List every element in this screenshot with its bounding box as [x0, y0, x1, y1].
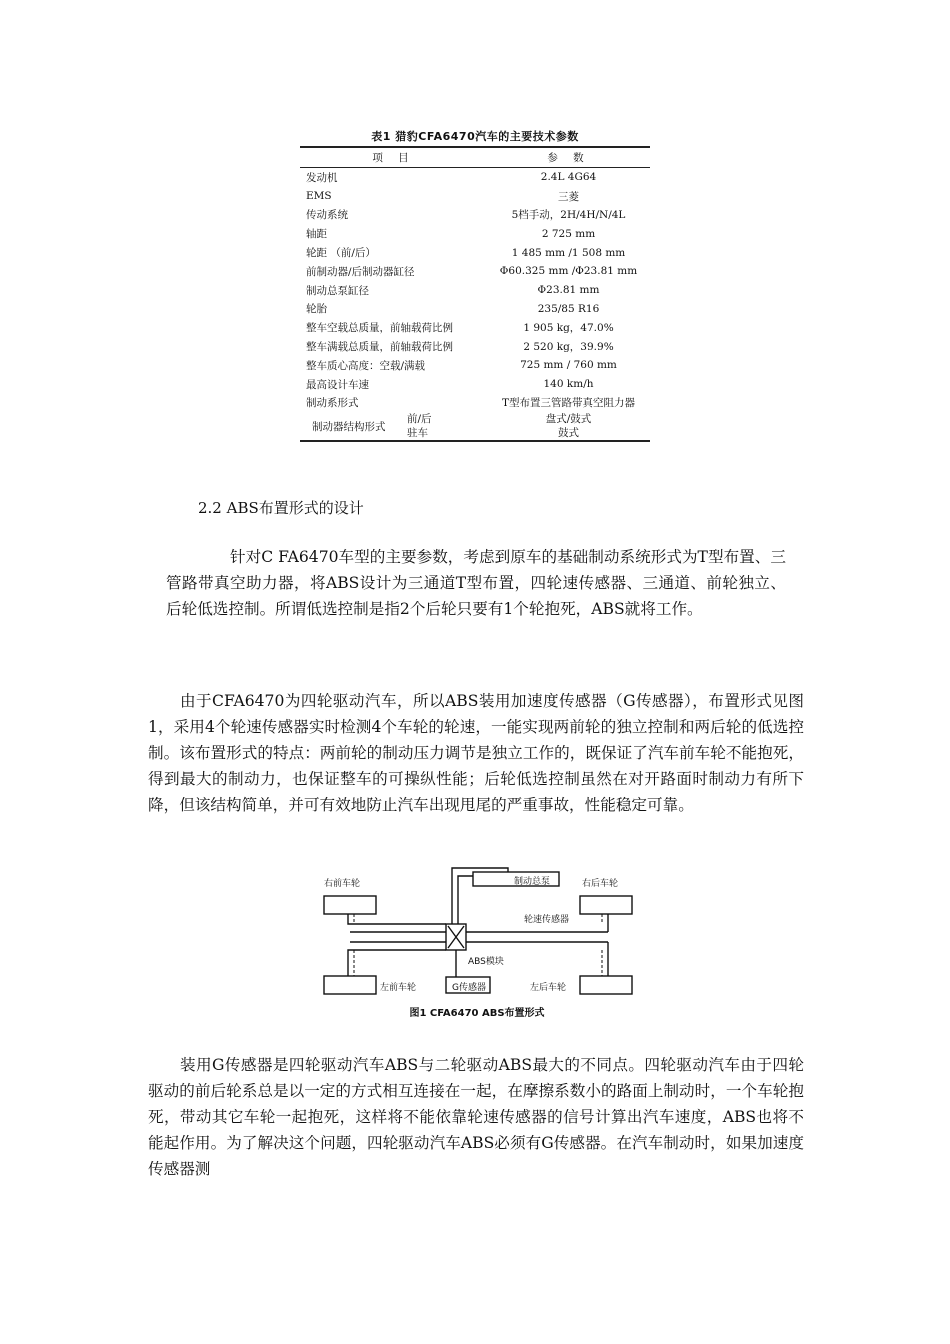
label-abs-module: ABS模块 [468, 957, 504, 967]
table-cell-item: 整车满载总质量，前轴载荷比例 [306, 341, 453, 354]
header-value: 参 数 [487, 147, 650, 168]
table-row [300, 206, 650, 225]
table-row [300, 412, 650, 441]
table-caption: 表1 猎豹CFA6470汽车的主要技术参数 [371, 130, 579, 143]
table-row [300, 356, 650, 375]
table-cell-value: 1 485 mm /1 508 mm [511, 246, 626, 259]
table-row [300, 281, 650, 300]
table-cell-item: 制动总泵缸径 [306, 284, 369, 297]
table-row [300, 394, 650, 413]
figure-caption: 图1 CFA6470 ABS布置形式 [409, 1008, 545, 1019]
table-cell-value: 2 520 kg，39.9% [523, 341, 614, 354]
paragraph: 由于CFA6470为四轮驱动汽车，所以ABS装用加速度传感器（G传感器），布置形式见图1，采用4个轮速传感器实时检测4个车轮的轮速，一能实现两前轮的独立控制和两后轮的低选控制。该布置形式的特点：两前轮的制动压力调节是独立工作的，既保证了汽车前车轮不能抱死，得到最大的制动力，也保证整车的可操纵性能；后轮低选控制虽然在对开路面时制动力有所下降，但该结构简单，并可有效地防止汽车出现甩尾的严重事故，性能稳定可靠。 [148, 692, 804, 814]
table-row [300, 262, 650, 281]
table-cell-value: 235/85 R16 [537, 302, 600, 315]
label-right-front-wheel: 右前车轮 [324, 879, 361, 889]
left-rear-wheel-shape [580, 976, 632, 994]
table-row [300, 300, 650, 319]
left-front-wheel-shape [324, 976, 376, 994]
label-wheel-speed-sensor: 轮速传感器 [524, 915, 570, 925]
table-cell-value: 725 mm / 760 mm [520, 359, 617, 372]
header-item: 项 目 [300, 147, 487, 168]
table-cell-item: 前制动器/后制动器缸径 [306, 265, 415, 278]
brake-sub-front-rear: 前/后 [407, 413, 432, 426]
table-cell-value: 140 km/h [543, 378, 594, 391]
parameters-table [300, 146, 650, 442]
table-row [300, 337, 650, 356]
table-cell-value: Φ23.81 mm [537, 284, 600, 297]
brake-val-front-rear: 盘式/鼓式 [545, 413, 592, 426]
table-cell-value: Φ60.325 mm /Φ23.81 mm [499, 265, 638, 278]
table-cell-item: 整车质心高度：空载/满载 [306, 359, 426, 372]
table-row [300, 243, 650, 262]
table-body [300, 168, 650, 442]
paragraph: 针对C FA6470车型的主要参数，考虑到原车的基础制动系统形式为T型布置、三管路带真空助力器，将ABS设计为三通道T型布置，四轮速传感器、三通道、前轮独立、后轮低选控制。所谓低选控制是指2个后轮只要有1个轮抱死，ABS就将工作。 [166, 548, 786, 618]
label-left-front-wheel: 左前车轮 [380, 983, 417, 993]
label-master-cylinder: 制动总泵 [514, 877, 551, 887]
table-row [300, 187, 650, 206]
label-left-rear-wheel: 左后车轮 [530, 983, 567, 993]
table-cell-value [487, 412, 650, 441]
table-cell-item: 整车空载总质量，前轴载荷比例 [306, 322, 453, 335]
table-header-row [300, 147, 650, 168]
table-cell-value: 1 905 kg，47.0% [523, 322, 614, 335]
table-cell-item [300, 412, 487, 441]
table-cell-value: T型布置三管路带真空阻力器 [501, 397, 635, 410]
table-cell-item: 轮胎 [306, 303, 327, 316]
right-front-wheel-shape [324, 896, 376, 914]
label-g-sensor: G传感器 [452, 983, 486, 993]
table-cell-item: 制动系形式 [306, 397, 359, 410]
brake-structure-label: 制动器结构形式 [312, 420, 386, 433]
brake-val-parking: 鼓式 [558, 427, 579, 440]
abs-layout-figure [318, 862, 636, 1022]
parameters-table-block [300, 128, 650, 442]
table-cell-item: 传动系统 [306, 209, 348, 222]
table-cell-value: 2.4L 4G64 [540, 171, 597, 184]
table-cell-value: 三菱 [558, 190, 579, 203]
table-row [300, 168, 650, 187]
table-cell-value: 2 725 mm [541, 227, 596, 240]
right-rear-wheel-shape [580, 896, 632, 914]
section-heading: 2.2 ABS布置形式的设计 [198, 499, 364, 517]
paragraph: 装用G传感器是四轮驱动汽车ABS与二轮驱动ABS最大的不同点。四轮驱动汽车由于四轮驱动的前后轮系总是以一定的方式相互连接在一起，在摩擦系数小的路面上制动时，一个车轮抱死，带动其它车轮一起抱死，这样将不能依靠轮速传感器的信号计算出汽车速度，ABS也将不能起作用。为了解决这个问题，四轮驱动汽车ABS必须有G传感器。在汽车制动时，如果加速度传感器测 [148, 1056, 804, 1178]
table-cell-item: 发动机 [306, 171, 338, 184]
table-cell-item: 最高设计车速 [306, 378, 369, 391]
table-row [300, 375, 650, 394]
label-right-rear-wheel: 右后车轮 [582, 879, 619, 889]
table-cell-item: 轮距 （前/后） [306, 247, 376, 260]
brake-sub-parking: 驻车 [407, 427, 428, 440]
table-cell-item: 轴距 [306, 228, 327, 241]
table-cell-value: 5档手动，2H/4H/N/4L [511, 209, 626, 222]
table-cell-item: EMS [306, 190, 332, 203]
table-row [300, 318, 650, 337]
table-row [300, 224, 650, 243]
